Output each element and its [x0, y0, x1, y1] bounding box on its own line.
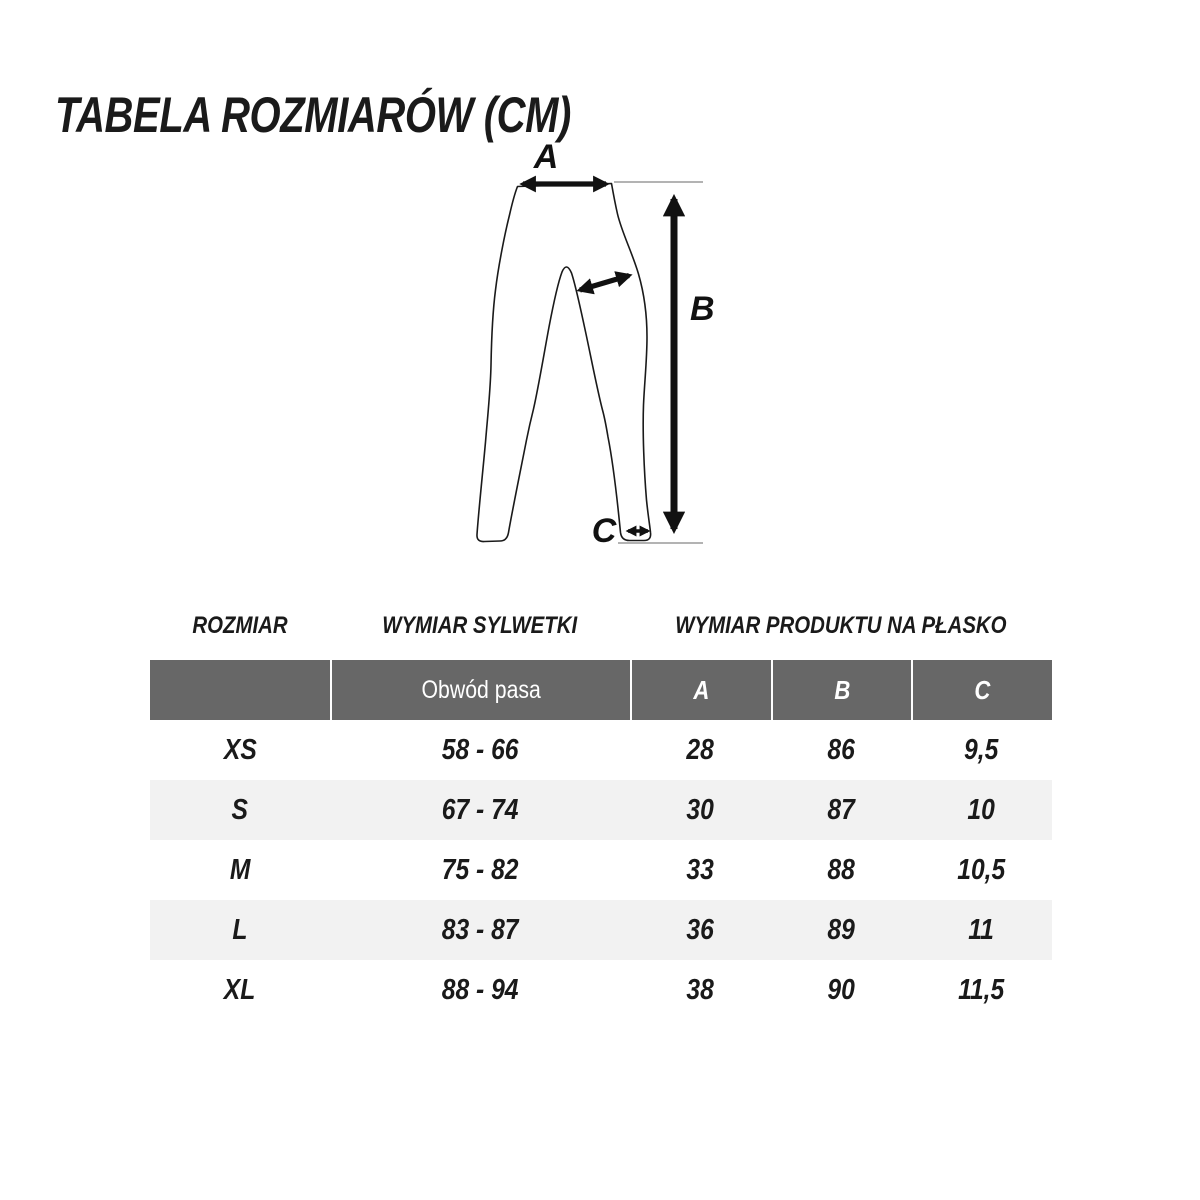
- pants-measurement-diagram: [430, 118, 765, 588]
- header-cell-b: [771, 660, 912, 720]
- a-cell: [630, 720, 771, 780]
- diagram-label-b: B: [690, 290, 715, 328]
- table-row-xl: [150, 960, 1052, 1020]
- table-row-m: [150, 840, 1052, 900]
- b-cell: [771, 780, 912, 840]
- waist-value: 83 - 87: [441, 913, 519, 946]
- header-cell-b-label: B: [833, 674, 850, 705]
- b-cell: [771, 840, 912, 900]
- header-cell-waist: [330, 660, 630, 720]
- column-group-flat-measure-label: WYMIAR PRODUKTU NA PŁASKO: [675, 612, 1007, 639]
- a-cell: [630, 900, 771, 960]
- b-value: 90: [827, 973, 855, 1006]
- waist-cell: [330, 900, 630, 960]
- b-value: 89: [827, 913, 855, 946]
- size-table: [150, 660, 1052, 1020]
- c-cell: [911, 840, 1052, 900]
- b-value: 86: [827, 733, 855, 766]
- b-cell: [771, 960, 912, 1020]
- b-cell: [771, 900, 912, 960]
- header-cell-a-label: A: [693, 674, 710, 705]
- column-group-body-measure-label: WYMIAR SYLWETKI: [382, 612, 578, 639]
- size-cell: [150, 960, 330, 1020]
- c-value: 10: [967, 793, 996, 826]
- page-title-text: TABELA ROZMIARÓW (CM): [55, 86, 571, 143]
- size-value: L: [232, 913, 248, 946]
- pants-outline: [477, 184, 651, 542]
- table-row-xs: [150, 720, 1052, 780]
- header-cell-c: [911, 660, 1052, 720]
- measure-arrow-thigh: [580, 276, 629, 291]
- a-value: 30: [686, 793, 715, 826]
- waist-cell: [330, 780, 630, 840]
- c-value: 10,5: [957, 853, 1006, 886]
- c-cell: [911, 720, 1052, 780]
- a-cell: [630, 960, 771, 1020]
- b-value: 87: [827, 793, 855, 826]
- size-cell: [150, 780, 330, 840]
- a-value: 28: [686, 733, 715, 766]
- waist-value: 67 - 74: [441, 793, 519, 826]
- size-cell: [150, 900, 330, 960]
- size-value: S: [231, 793, 249, 826]
- size-cell: [150, 840, 330, 900]
- c-value: 9,5: [964, 733, 999, 766]
- header-cell-empty: [150, 660, 330, 720]
- waist-cell: [330, 960, 630, 1020]
- a-value: 33: [686, 853, 715, 886]
- c-value: 11: [968, 913, 995, 946]
- table-header-row: [150, 660, 1052, 720]
- size-cell: [150, 720, 330, 780]
- waist-value: 75 - 82: [441, 853, 519, 886]
- waist-value: 58 - 66: [441, 733, 519, 766]
- diagram-label-c: C: [591, 512, 617, 550]
- size-value: M: [229, 853, 251, 886]
- size-value: XS: [223, 733, 257, 766]
- diagram-label-a: A: [533, 138, 559, 176]
- c-cell: [911, 960, 1052, 1020]
- header-cell-c-label: C: [974, 674, 991, 705]
- waist-value: 88 - 94: [441, 973, 519, 1006]
- table-row-l: [150, 900, 1052, 960]
- column-group-size: [150, 610, 330, 642]
- header-cell-a: [630, 660, 771, 720]
- c-cell: [911, 780, 1052, 840]
- column-group-flat-measure: [630, 610, 1052, 642]
- a-value: 38: [686, 973, 715, 1006]
- c-cell: [911, 900, 1052, 960]
- a-value: 36: [686, 913, 715, 946]
- size-value: XL: [224, 973, 256, 1006]
- table-row-s: [150, 780, 1052, 840]
- a-cell: [630, 780, 771, 840]
- column-group-size-label: ROZMIAR: [192, 612, 288, 639]
- b-value: 88: [827, 853, 855, 886]
- waist-cell: [330, 840, 630, 900]
- b-cell: [771, 720, 912, 780]
- column-group-body-measure: [330, 610, 630, 642]
- a-cell: [630, 840, 771, 900]
- c-value: 11,5: [958, 973, 1005, 1006]
- header-cell-waist-label: Obwód pasa: [421, 675, 541, 704]
- waist-cell: [330, 720, 630, 780]
